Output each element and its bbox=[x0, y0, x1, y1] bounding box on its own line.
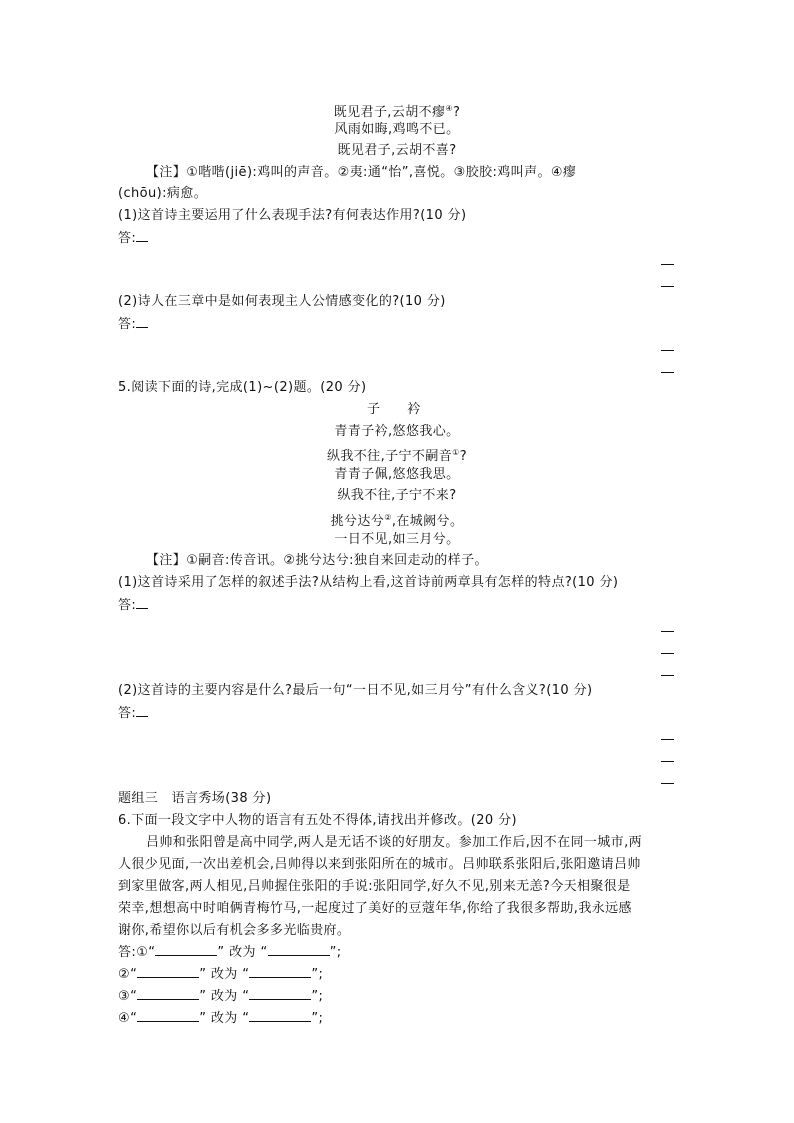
group-3-title: 题组三 语言秀场(38 分) bbox=[118, 791, 272, 806]
poem2-line: 青青子衿,悠悠我心。 bbox=[334, 424, 460, 439]
passage-line: 吕帅和张阳曾是高中同学,两人是无话不谈的好朋友。参加工作后,因不在同一城市,两 bbox=[146, 835, 642, 850]
answer-line bbox=[661, 653, 674, 654]
poem1-line3: 既见君子,云胡不喜? bbox=[337, 143, 457, 158]
answer-line bbox=[661, 350, 674, 351]
revised-blank[interactable] bbox=[249, 1009, 311, 1022]
question-5-1: (1)这首诗采用了怎样的叙述手法?从结构上看,这首诗前两章具有怎样的特点?(10 分) bbox=[118, 575, 619, 590]
poem1-line2: 风雨如晦,鸡鸣不已。 bbox=[334, 122, 460, 137]
poem2-line: 纵我不往,子宁不来? bbox=[337, 488, 457, 503]
passage-line: 到家里做客,两人相见,吕帅握住张阳的手说:张阳同学,好久不见,别来无恙?今天相聚很是 bbox=[118, 879, 631, 894]
answer-line bbox=[661, 783, 674, 784]
answer-row-2: ②“ ” 改为 “ ”; bbox=[118, 967, 324, 982]
poem2-line: 挑兮达兮②,在城阙兮。 bbox=[330, 513, 464, 529]
poem2-line: 纵我不往,子宁不嗣音①? bbox=[326, 448, 468, 464]
answer-line bbox=[661, 761, 674, 762]
question-4-1: (1)这首诗主要运用了什么表现手法?有何表达作用?(10 分) bbox=[118, 208, 467, 223]
poem2-line: 一日不见,如三月兮。 bbox=[334, 532, 460, 547]
answer-4-2[interactable]: 答: bbox=[118, 315, 148, 334]
original-blank[interactable] bbox=[137, 1009, 199, 1022]
note1-line2: (chōu):病愈。 bbox=[118, 186, 208, 201]
answer-4-1[interactable]: 答: bbox=[118, 229, 148, 248]
original-blank[interactable] bbox=[137, 965, 199, 978]
revised-blank[interactable] bbox=[249, 987, 311, 1000]
answer-line bbox=[661, 631, 674, 632]
answer-5-1[interactable]: 答: bbox=[118, 596, 148, 615]
original-blank[interactable] bbox=[155, 943, 217, 956]
passage-line: 谢你,希望你以后有机会多多光临贵府。 bbox=[118, 923, 351, 938]
note1-line1: 【注】①喈喈(jiē):鸡叫的声音。②夷:通“怡”,喜悦。③胶胶:鸡叫声。④瘳 bbox=[146, 165, 577, 180]
answer-line bbox=[661, 264, 674, 265]
note-prefix: 【注】 bbox=[146, 553, 187, 568]
poem2-title: 子 衿 bbox=[367, 402, 421, 417]
answer-row-3: ③“ ” 改为 “ ”; bbox=[118, 989, 324, 1004]
note2: 【注】①嗣音:传音讯。②挑兮达兮:独自来回走动的样子。 bbox=[146, 553, 488, 568]
poem1-line1: 既见君子,云胡不瘳④? bbox=[333, 104, 461, 120]
question-4-2: (2)诗人在三章中是如何表现主人公情感变化的?(10 分) bbox=[118, 294, 446, 309]
revised-blank[interactable] bbox=[268, 943, 330, 956]
answer-line bbox=[661, 739, 674, 740]
original-blank[interactable] bbox=[137, 987, 199, 1000]
answer-line bbox=[661, 675, 674, 676]
answer-line bbox=[661, 372, 674, 373]
answer-5-2[interactable]: 答: bbox=[118, 704, 148, 723]
question-5-2: (2)这首诗的主要内容是什么?最后一句“一日不见,如三月兮”有什么含义?(10 分) bbox=[118, 683, 593, 698]
note-prefix: 【注】 bbox=[146, 165, 187, 180]
answer-line bbox=[661, 286, 674, 287]
passage-line: 荣幸,想想高中时咱俩青梅竹马,一起度过了美好的豆蔻年华,你给了我很多帮助,我永远感 bbox=[118, 901, 632, 916]
passage-line: 人很少见面,一次出差机会,吕帅得以来到张阳所在的城市。吕帅联系张阳后,张阳邀请吕帅 bbox=[118, 857, 641, 872]
answer-row-4: ④“ ” 改为 “ ”; bbox=[118, 1011, 324, 1026]
answer-row-1: 答:①“ ” 改为 “ ”; bbox=[118, 945, 342, 960]
poem2-line: 青青子佩,悠悠我思。 bbox=[334, 467, 460, 482]
question-5-intro: 5.阅读下面的诗,完成(1)~(2)题。(20 分) bbox=[118, 380, 367, 395]
revised-blank[interactable] bbox=[249, 965, 311, 978]
question-6: 6.下面一段文字中人物的语言有五处不得体,请找出并修改。(20 分) bbox=[118, 813, 517, 828]
